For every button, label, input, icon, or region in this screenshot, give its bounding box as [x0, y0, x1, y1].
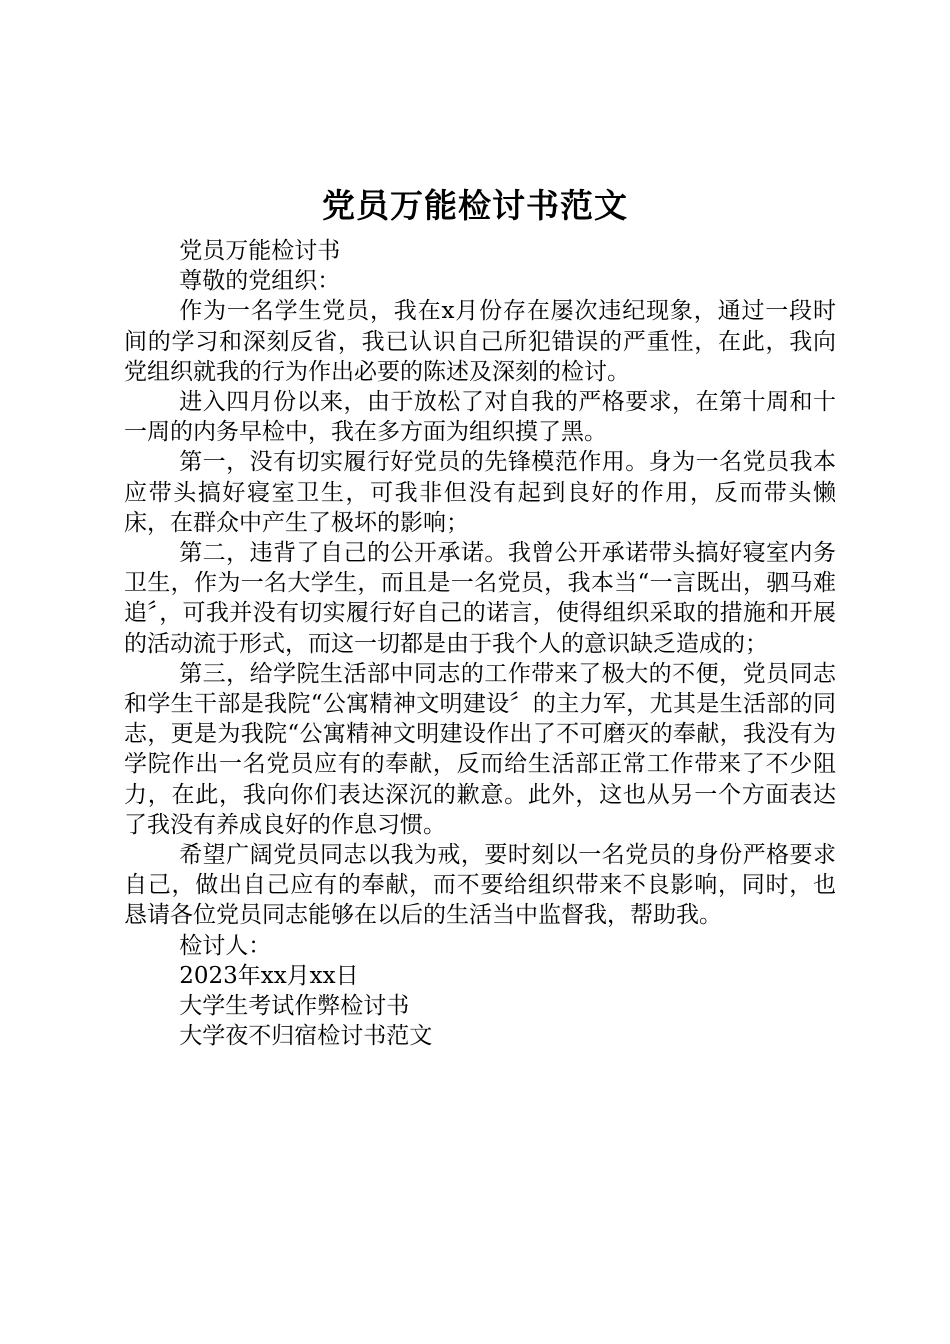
paragraph: 作为一名学生党员，我在x月份存在屡次违纪现象，通过一段时间的学习和深刻反省，我已认识自己所犯错误的严重性，在此，我向党组织就我的行为作出必要的陈述及深刻的检讨。 [124, 298, 836, 385]
paragraph: 第二，违背了自己的公开承诺。我曾公开承诺带头搞好寝室内务卫生，作为一名大学生，而且是一名党员，我本当“一言既出，驷马难追〞，可我并没有切实履行好自己的诺言，使得组织采取的措施和开展的活动流于形式，而这一切都是由于我个人的意识缺乏造成的； [124, 540, 836, 657]
paragraph: 希望广阔党员同志以我为戒，要时刻以一名党员的身份严格要求自己，做出自己应有的奉献，而不要给组织带来不良影响，同时，也恳请各位党员同志能够在以后的生活当中监督我，帮助我。 [124, 842, 836, 929]
paragraph: 第三，给学院生活部中同志的工作带来了极大的不便，党员同志和学生干部是我院“公寓精神文明建设〞的主力军，尤其是生活部的同志，更是为我院“公寓精神文明建设作出了不可磨灭的奉献，我没有为学院作出一名党员应有的奉献，反而给生活部正常工作带来了不少阻力，在此，我向你们表达深沉的歉意。此外，这也从另一个方面表达了我没有养成良好的作息习惯。 [124, 660, 836, 838]
paragraph-heading: 党员万能检讨书 [179, 238, 341, 264]
document-body [124, 236, 836, 1051]
document-title: 党员万能检讨书范文 [322, 186, 628, 225]
related-link: 大学夜不归宿检讨书范文 [179, 1023, 433, 1050]
paragraph-salutation: 尊敬的党组织： [179, 268, 341, 295]
paragraph: 进入四月份以来，由于放松了对自我的严格要求，在第十周和十一周的内务早检中，我在多方面为组织摸了黑。 [124, 389, 836, 446]
signature-date: 2023年xx月xx日 [179, 962, 359, 989]
signature-label: 检讨人： [179, 932, 272, 959]
paragraph: 第一，没有切实履行好党员的先锋模范作用。身为一名党员我本应带头搞好寝室卫生，可我非但没有起到良好的作用，反而带头懒床，在群众中产生了极坏的影响； [124, 449, 836, 536]
related-link: 大学生考试作弊检讨书 [179, 993, 410, 1020]
